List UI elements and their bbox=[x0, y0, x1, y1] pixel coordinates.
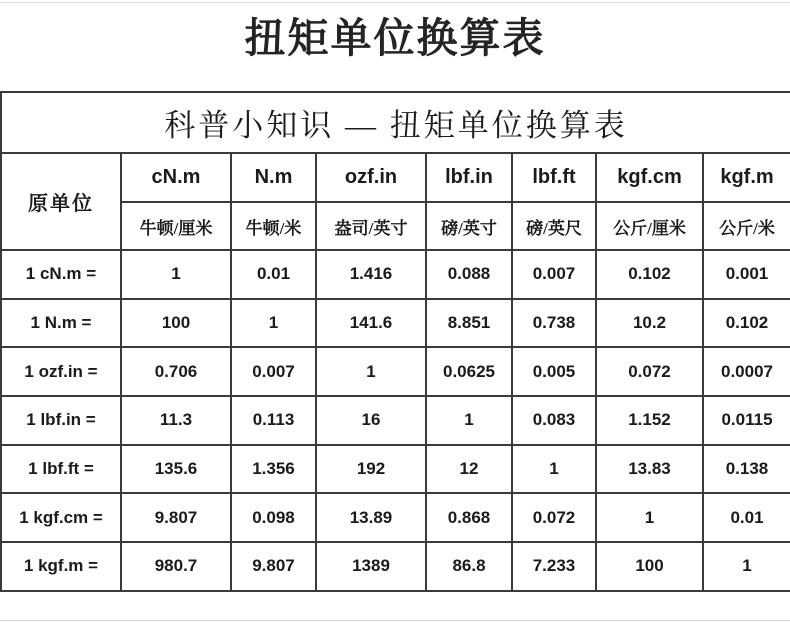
cell-value: 13.83 bbox=[596, 445, 703, 494]
cell-value: 0.0115 bbox=[703, 396, 790, 445]
cell-value: 1 bbox=[596, 493, 703, 542]
column-header-symbol: cN.m bbox=[121, 153, 231, 202]
cell-value: 0.007 bbox=[512, 250, 596, 299]
cell-value: 86.8 bbox=[426, 542, 512, 591]
cell-value: 135.6 bbox=[121, 445, 231, 494]
table-caption: 科普小知识 — 扭矩单位换算表 bbox=[1, 92, 790, 153]
cell-value: 192 bbox=[316, 445, 426, 494]
cell-value: 0.868 bbox=[426, 493, 512, 542]
cell-value: 13.89 bbox=[316, 493, 426, 542]
cell-value: 0.0625 bbox=[426, 347, 512, 396]
cell-value: 9.807 bbox=[231, 542, 316, 591]
cell-value: 8.851 bbox=[426, 299, 512, 348]
cell-value: 9.807 bbox=[121, 493, 231, 542]
cell-value: 1.416 bbox=[316, 250, 426, 299]
cell-value: 0.072 bbox=[512, 493, 596, 542]
cell-value: 0.088 bbox=[426, 250, 512, 299]
row-label: 1 ozf.in = bbox=[1, 347, 121, 396]
cell-value: 0.007 bbox=[231, 347, 316, 396]
table-row bbox=[1, 445, 790, 494]
bottom-divider bbox=[0, 620, 790, 621]
cell-value: 0.738 bbox=[512, 299, 596, 348]
cell-value: 10.2 bbox=[596, 299, 703, 348]
column-header-symbol: kgf.cm bbox=[596, 153, 703, 202]
header-row-symbols bbox=[1, 153, 790, 202]
top-divider bbox=[0, 2, 790, 3]
table-row bbox=[1, 542, 790, 591]
cell-value: 0.102 bbox=[703, 299, 790, 348]
cell-value: 100 bbox=[596, 542, 703, 591]
cell-value: 0.01 bbox=[231, 250, 316, 299]
column-header-chinese: 盎司/英寸 bbox=[316, 202, 426, 250]
cell-value: 16 bbox=[316, 396, 426, 445]
cell-value: 1389 bbox=[316, 542, 426, 591]
column-header-chinese: 公斤/厘米 bbox=[596, 202, 703, 250]
cell-value: 1 bbox=[121, 250, 231, 299]
column-header-symbol: N.m bbox=[231, 153, 316, 202]
column-header-chinese: 牛顿/米 bbox=[231, 202, 316, 250]
cell-value: 980.7 bbox=[121, 542, 231, 591]
row-label: 1 N.m = bbox=[1, 299, 121, 348]
origin-unit-header: 原单位 bbox=[1, 153, 121, 250]
table-row bbox=[1, 493, 790, 542]
column-header-symbol: kgf.m bbox=[703, 153, 790, 202]
row-label: 1 kgf.m = bbox=[1, 542, 121, 591]
column-header-symbol: lbf.ft bbox=[512, 153, 596, 202]
cell-value: 0.138 bbox=[703, 445, 790, 494]
cell-value: 12 bbox=[426, 445, 512, 494]
cell-value: 0.0007 bbox=[703, 347, 790, 396]
cell-value: 7.233 bbox=[512, 542, 596, 591]
row-label: 1 lbf.in = bbox=[1, 396, 121, 445]
table-row bbox=[1, 396, 790, 445]
column-header-chinese: 磅/英尺 bbox=[512, 202, 596, 250]
cell-value: 11.3 bbox=[121, 396, 231, 445]
table-row bbox=[1, 299, 790, 348]
column-header-chinese: 磅/英寸 bbox=[426, 202, 512, 250]
cell-value: 0.072 bbox=[596, 347, 703, 396]
table-row bbox=[1, 347, 790, 396]
cell-value: 0.001 bbox=[703, 250, 790, 299]
cell-value: 0.113 bbox=[231, 396, 316, 445]
page-title: 扭矩单位换算表 bbox=[244, 15, 546, 61]
cell-value: 1 bbox=[231, 299, 316, 348]
row-label: 1 kgf.cm = bbox=[1, 493, 121, 542]
table-row bbox=[1, 250, 790, 299]
column-header-symbol: ozf.in bbox=[316, 153, 426, 202]
cell-value: 100 bbox=[121, 299, 231, 348]
cell-value: 0.005 bbox=[512, 347, 596, 396]
cell-value: 1.152 bbox=[596, 396, 703, 445]
cell-value: 1 bbox=[512, 445, 596, 494]
cell-value: 0.706 bbox=[121, 347, 231, 396]
torque-conversion-table bbox=[0, 91, 790, 592]
cell-value: 0.083 bbox=[512, 396, 596, 445]
column-header-chinese: 公斤/米 bbox=[703, 202, 790, 250]
row-label: 1 lbf.ft = bbox=[1, 445, 121, 494]
cell-value: 1.356 bbox=[231, 445, 316, 494]
cell-value: 141.6 bbox=[316, 299, 426, 348]
column-header-chinese: 牛顿/厘米 bbox=[121, 202, 231, 250]
cell-value: 1 bbox=[426, 396, 512, 445]
cell-value: 0.102 bbox=[596, 250, 703, 299]
table-caption-row bbox=[1, 92, 790, 153]
cell-value: 1 bbox=[316, 347, 426, 396]
cell-value: 0.01 bbox=[703, 493, 790, 542]
row-label: 1 cN.m = bbox=[1, 250, 121, 299]
cell-value: 1 bbox=[703, 542, 790, 591]
cell-value: 0.098 bbox=[231, 493, 316, 542]
column-header-symbol: lbf.in bbox=[426, 153, 512, 202]
